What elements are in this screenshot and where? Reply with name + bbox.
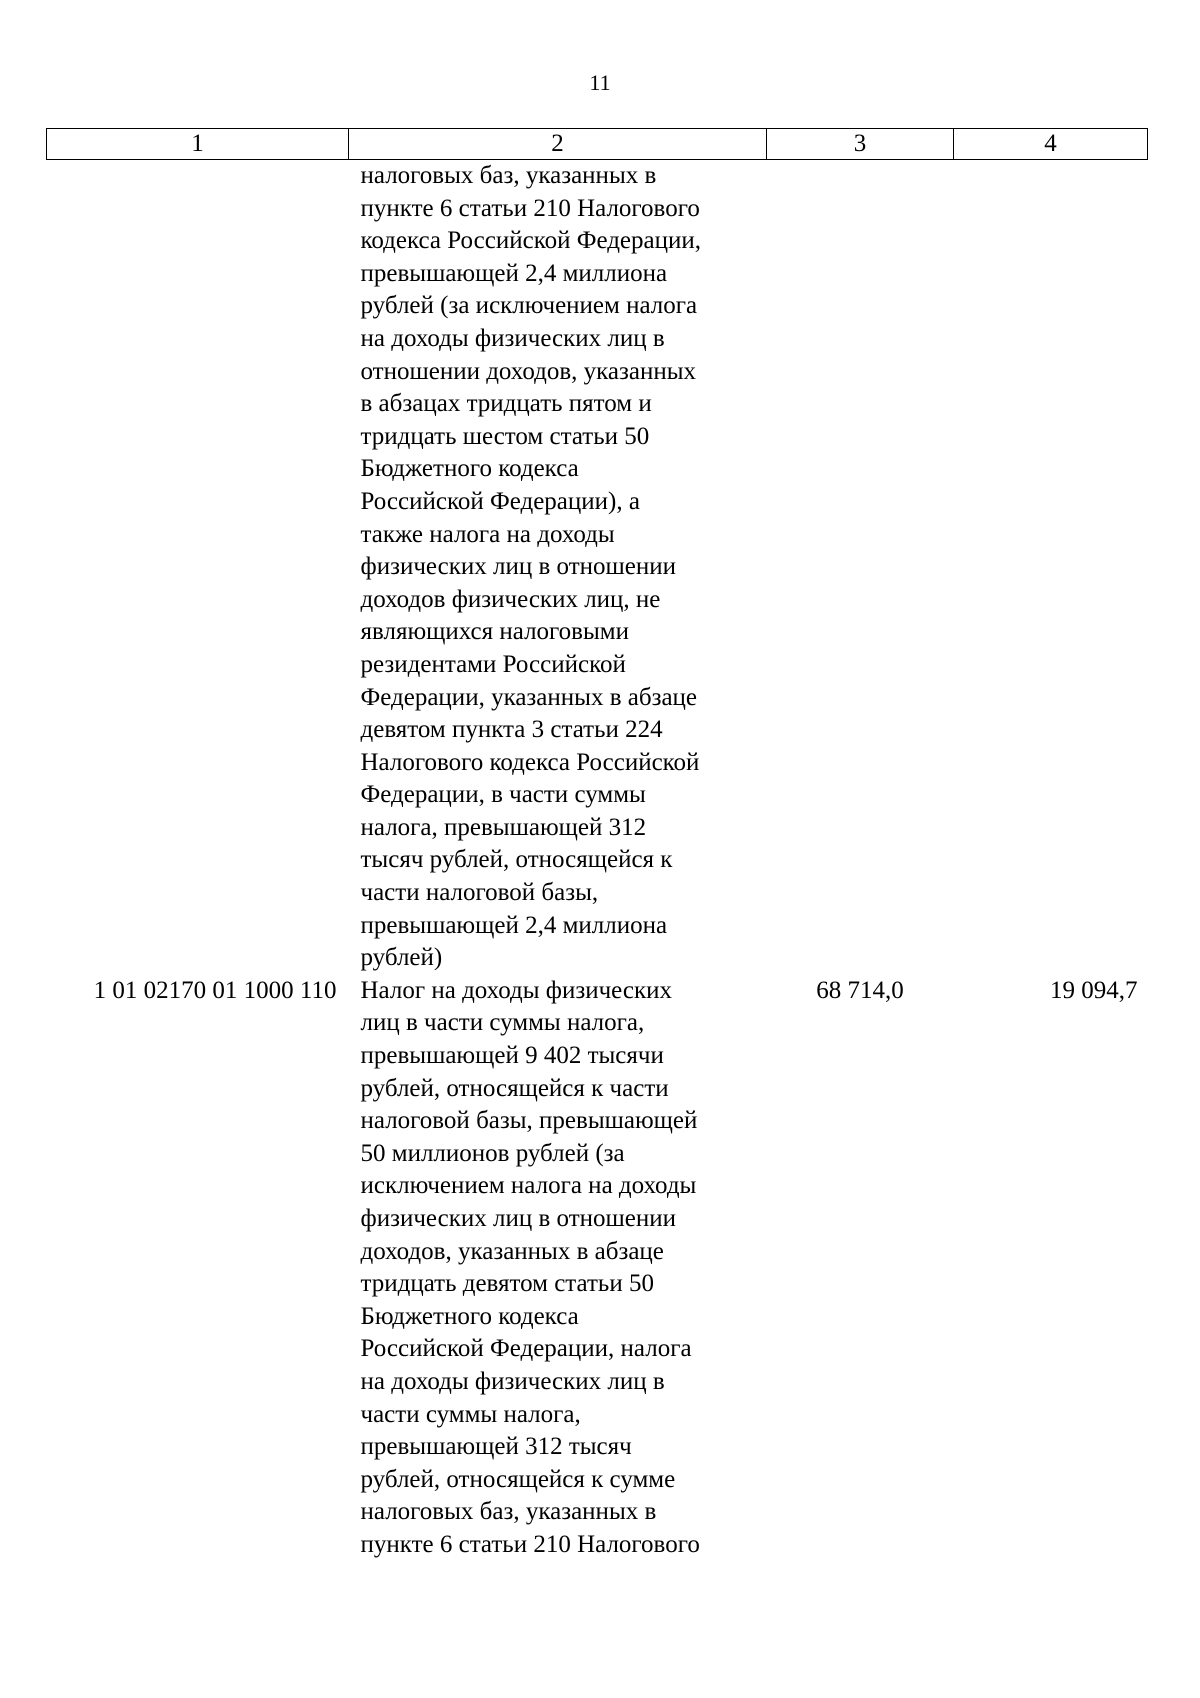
table-row: [47, 160, 1148, 975]
description-line: рублей, относящейся к части: [360, 1074, 669, 1102]
description-line: на доходы физических лиц в: [360, 324, 665, 352]
table-row: [47, 975, 1148, 1562]
description-line: превышающей 312 тысяч: [360, 1433, 632, 1461]
description-line: рублей): [360, 944, 443, 972]
description-line: пункте 6 статьи 210 Налогового: [360, 194, 700, 222]
column-header-4: 4: [954, 129, 1148, 160]
description-line: тысяч рублей, относящейся к: [360, 846, 673, 874]
description-line: 50 миллионов рублей (за: [360, 1139, 625, 1167]
description-line: исключением налога на доходы: [360, 1172, 697, 1200]
description-line: налоговых баз, указанных в: [360, 1498, 657, 1526]
income-description: [349, 975, 767, 1562]
amount-column-3: [767, 160, 954, 975]
description-line: на доходы физических лиц в: [360, 1367, 665, 1395]
description-line: Федерации, в части суммы: [360, 781, 646, 809]
description-line: налоговых баз, указанных в: [360, 162, 657, 189]
column-header-1: 1: [47, 129, 349, 160]
classification-code: [47, 160, 349, 975]
description-line: резидентами Российской: [360, 650, 626, 678]
page-number: 11: [589, 70, 611, 95]
description-line: также налога на доходы: [360, 520, 615, 548]
description-line: девятом пункта 3 статьи 224: [360, 716, 663, 744]
column-header-2: 2: [349, 129, 767, 160]
description-line: налоговой базы, превышающей: [360, 1107, 698, 1135]
description-line: лиц в части суммы налога,: [360, 1009, 645, 1037]
description-line: Налогового кодекса Российской: [360, 748, 700, 776]
description-line: Российской Федерации), а: [360, 487, 640, 515]
description-line: рублей (за исключением налога: [360, 292, 698, 320]
description-line: Налог на доходы физических: [360, 976, 673, 1004]
description-line: части суммы налога,: [360, 1400, 581, 1428]
description-line: превышающей 9 402 тысячи: [360, 1042, 664, 1070]
table-body: [47, 160, 1148, 1562]
table-header-row: [47, 129, 1148, 160]
description-line: отношении доходов, указанных: [360, 357, 697, 385]
description-line: пункте 6 статьи 210 Налогового: [360, 1530, 700, 1558]
description-line: тридцать девятом статьи 50: [360, 1270, 654, 1298]
description-line: налога, превышающей 312: [360, 813, 647, 841]
column-header-3: 3: [767, 129, 954, 160]
description-line: части налоговой базы,: [360, 879, 599, 907]
amount-column-4: [954, 160, 1148, 975]
income-description: [349, 160, 767, 975]
description-line: Бюджетного кодекса: [360, 455, 579, 483]
description-line: превышающей 2,4 миллиона: [360, 259, 668, 287]
classification-code: 1 01 02170 01 1000 110: [93, 976, 337, 1004]
description-line: в абзацах тридцать пятом и: [360, 390, 652, 418]
description-line: кодекса Российской Федерации,: [360, 227, 702, 255]
description-line: физических лиц в отношении: [360, 553, 676, 581]
description-line: тридцать шестом статьи 50: [360, 422, 650, 450]
description-line: доходов, указанных в абзаце: [360, 1237, 664, 1265]
description-line: Бюджетного кодекса: [360, 1302, 579, 1330]
budget-table: [46, 128, 1148, 1562]
amount-column-4: 19 094,7: [1050, 976, 1138, 1004]
description-line: доходов физических лиц, не: [360, 585, 661, 613]
description-line: Федерации, указанных в абзаце: [360, 683, 698, 711]
description-line: Российской Федерации, налога: [360, 1335, 692, 1363]
description-line: являющихся налоговыми: [360, 618, 629, 646]
description-line: физических лиц в отношении: [360, 1205, 676, 1232]
description-line: превышающей 2,4 миллиона: [360, 911, 668, 939]
description-line: рублей, относящейся к сумме: [360, 1465, 676, 1493]
amount-column-3: 68 714,0: [816, 976, 904, 1004]
